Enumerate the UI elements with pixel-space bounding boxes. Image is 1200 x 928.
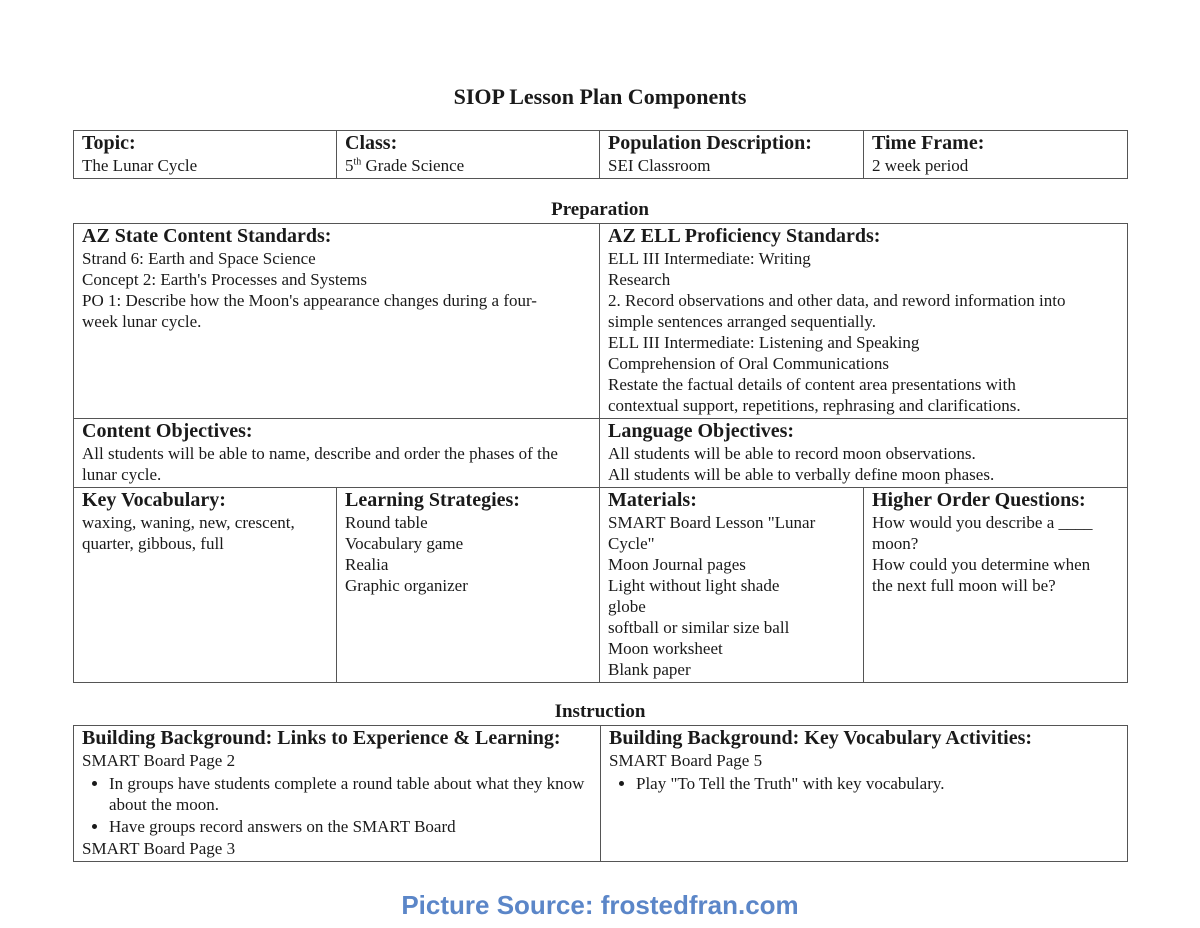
materials-item: Light without light shade bbox=[608, 576, 780, 595]
higher-order-line: moon? bbox=[872, 534, 919, 553]
content-objectives-line: All students will be able to name, describe and order the phases of the bbox=[82, 444, 558, 463]
az-ell-line: contextual support, repetitions, rephrasing and clarifications. bbox=[608, 396, 1021, 415]
higher-order-questions-cell bbox=[864, 488, 1128, 683]
smart-board-page: SMART Board Page 2 bbox=[82, 751, 236, 770]
language-objectives-line: All students will be able to verbally define moon phases. bbox=[608, 465, 995, 484]
population-cell bbox=[600, 131, 864, 179]
list-item: • In groups have students complete a round table about what they know about the moon. bbox=[109, 773, 592, 815]
learning-strategies-cell bbox=[337, 488, 600, 683]
topic-cell bbox=[74, 131, 337, 179]
document-title: SIOP Lesson Plan Components bbox=[453, 84, 747, 109]
az-state-standards-label: AZ State Content Standards: bbox=[82, 225, 332, 247]
timeframe-label: Time Frame: bbox=[872, 132, 985, 154]
key-vocabulary-line: quarter, gibbous, full bbox=[82, 534, 224, 553]
preparation-table bbox=[73, 223, 1128, 683]
language-objectives-line: All students will be able to record moon observations. bbox=[608, 444, 976, 463]
az-state-line: PO 1: Describe how the Moon's appearance changes during a four- bbox=[82, 291, 537, 310]
materials-item: Moon worksheet bbox=[608, 639, 723, 658]
instruction-table bbox=[73, 725, 1128, 862]
header-table bbox=[73, 130, 1128, 179]
materials-cell bbox=[600, 488, 864, 683]
class-label: Class: bbox=[345, 132, 398, 154]
materials-label: Materials: bbox=[608, 489, 697, 511]
links-bullet-list bbox=[82, 773, 592, 837]
language-objectives-cell bbox=[600, 419, 1128, 488]
learning-strategy-item: Graphic organizer bbox=[345, 576, 468, 595]
az-state-standards-cell bbox=[74, 224, 600, 419]
preparation-heading: Preparation bbox=[551, 199, 649, 220]
learning-strategy-item: Round table bbox=[345, 513, 428, 532]
vocab-activities-cell bbox=[601, 726, 1128, 862]
az-ell-line: Restate the factual details of content area presentations with bbox=[608, 375, 1016, 394]
class-value bbox=[345, 155, 591, 176]
list-item: • Have groups record answers on the SMART Board bbox=[109, 816, 592, 837]
higher-order-questions-label: Higher Order Questions: bbox=[872, 489, 1086, 511]
vocab-activities-label: Building Background: Key Vocabulary Activities: bbox=[609, 727, 1033, 749]
content-objectives-line: lunar cycle. bbox=[82, 465, 162, 484]
az-ell-line: ELL III Intermediate: Writing bbox=[608, 249, 811, 268]
materials-item: SMART Board Lesson "Lunar bbox=[608, 513, 816, 532]
picture-source-caption: Picture Source: frostedfran.com bbox=[401, 890, 799, 920]
az-state-line: Concept 2: Earth's Processes and Systems bbox=[82, 270, 367, 289]
topic-label: Topic: bbox=[82, 132, 136, 154]
materials-item: softball or similar size ball bbox=[608, 618, 790, 637]
az-ell-line: ELL III Intermediate: Listening and Speaking bbox=[608, 333, 920, 352]
list-item: • Play "To Tell the Truth" with key vocabulary. bbox=[636, 773, 1119, 794]
instruction-heading: Instruction bbox=[554, 701, 646, 722]
az-ell-standards-label: AZ ELL Proficiency Standards: bbox=[608, 225, 881, 247]
smart-board-page: SMART Board Page 3 bbox=[82, 839, 236, 858]
materials-item: Moon Journal pages bbox=[608, 555, 746, 574]
class-subject: Grade Science bbox=[361, 156, 465, 175]
topic-value: The Lunar Cycle bbox=[82, 156, 198, 175]
az-ell-line: Research bbox=[608, 270, 671, 289]
content-objectives-label: Content Objectives: bbox=[82, 420, 253, 442]
class-ordinal: th bbox=[353, 156, 362, 168]
materials-item: globe bbox=[608, 597, 646, 616]
links-experience-label: Building Background: Links to Experience & Learning: bbox=[82, 727, 561, 749]
timeframe-cell bbox=[864, 131, 1128, 179]
az-ell-line: simple sentences arranged sequentially. bbox=[608, 312, 876, 331]
language-objectives-label: Language Objectives: bbox=[608, 420, 795, 442]
az-state-line: week lunar cycle. bbox=[82, 312, 202, 331]
learning-strategies-label: Learning Strategies: bbox=[345, 489, 520, 511]
higher-order-line: the next full moon will be? bbox=[872, 576, 1056, 595]
learning-strategy-item: Vocabulary game bbox=[345, 534, 464, 553]
smart-board-page: SMART Board Page 5 bbox=[609, 751, 763, 770]
content-objectives-cell bbox=[74, 419, 600, 488]
population-label: Population Description: bbox=[608, 132, 812, 154]
materials-item: Blank paper bbox=[608, 660, 691, 679]
key-vocabulary-label: Key Vocabulary: bbox=[82, 489, 226, 511]
higher-order-line: How would you describe a ____ bbox=[872, 513, 1093, 532]
vocab-bullet-list bbox=[609, 773, 1119, 794]
materials-item: Cycle" bbox=[608, 534, 655, 553]
class-cell bbox=[337, 131, 600, 179]
key-vocabulary-line: waxing, waning, new, crescent, bbox=[82, 513, 295, 532]
higher-order-line: How could you determine when bbox=[872, 555, 1091, 574]
az-ell-standards-cell bbox=[600, 224, 1128, 419]
links-experience-cell bbox=[74, 726, 601, 862]
key-vocabulary-cell bbox=[74, 488, 337, 683]
learning-strategy-item: Realia bbox=[345, 555, 389, 574]
az-ell-line: Comprehension of Oral Communications bbox=[608, 354, 889, 373]
az-ell-line: 2. Record observations and other data, and reword information into bbox=[608, 291, 1066, 310]
timeframe-value: 2 week period bbox=[872, 156, 969, 175]
population-value: SEI Classroom bbox=[608, 156, 711, 175]
az-state-line: Strand 6: Earth and Space Science bbox=[82, 249, 316, 268]
class-number: 5 bbox=[345, 156, 354, 175]
